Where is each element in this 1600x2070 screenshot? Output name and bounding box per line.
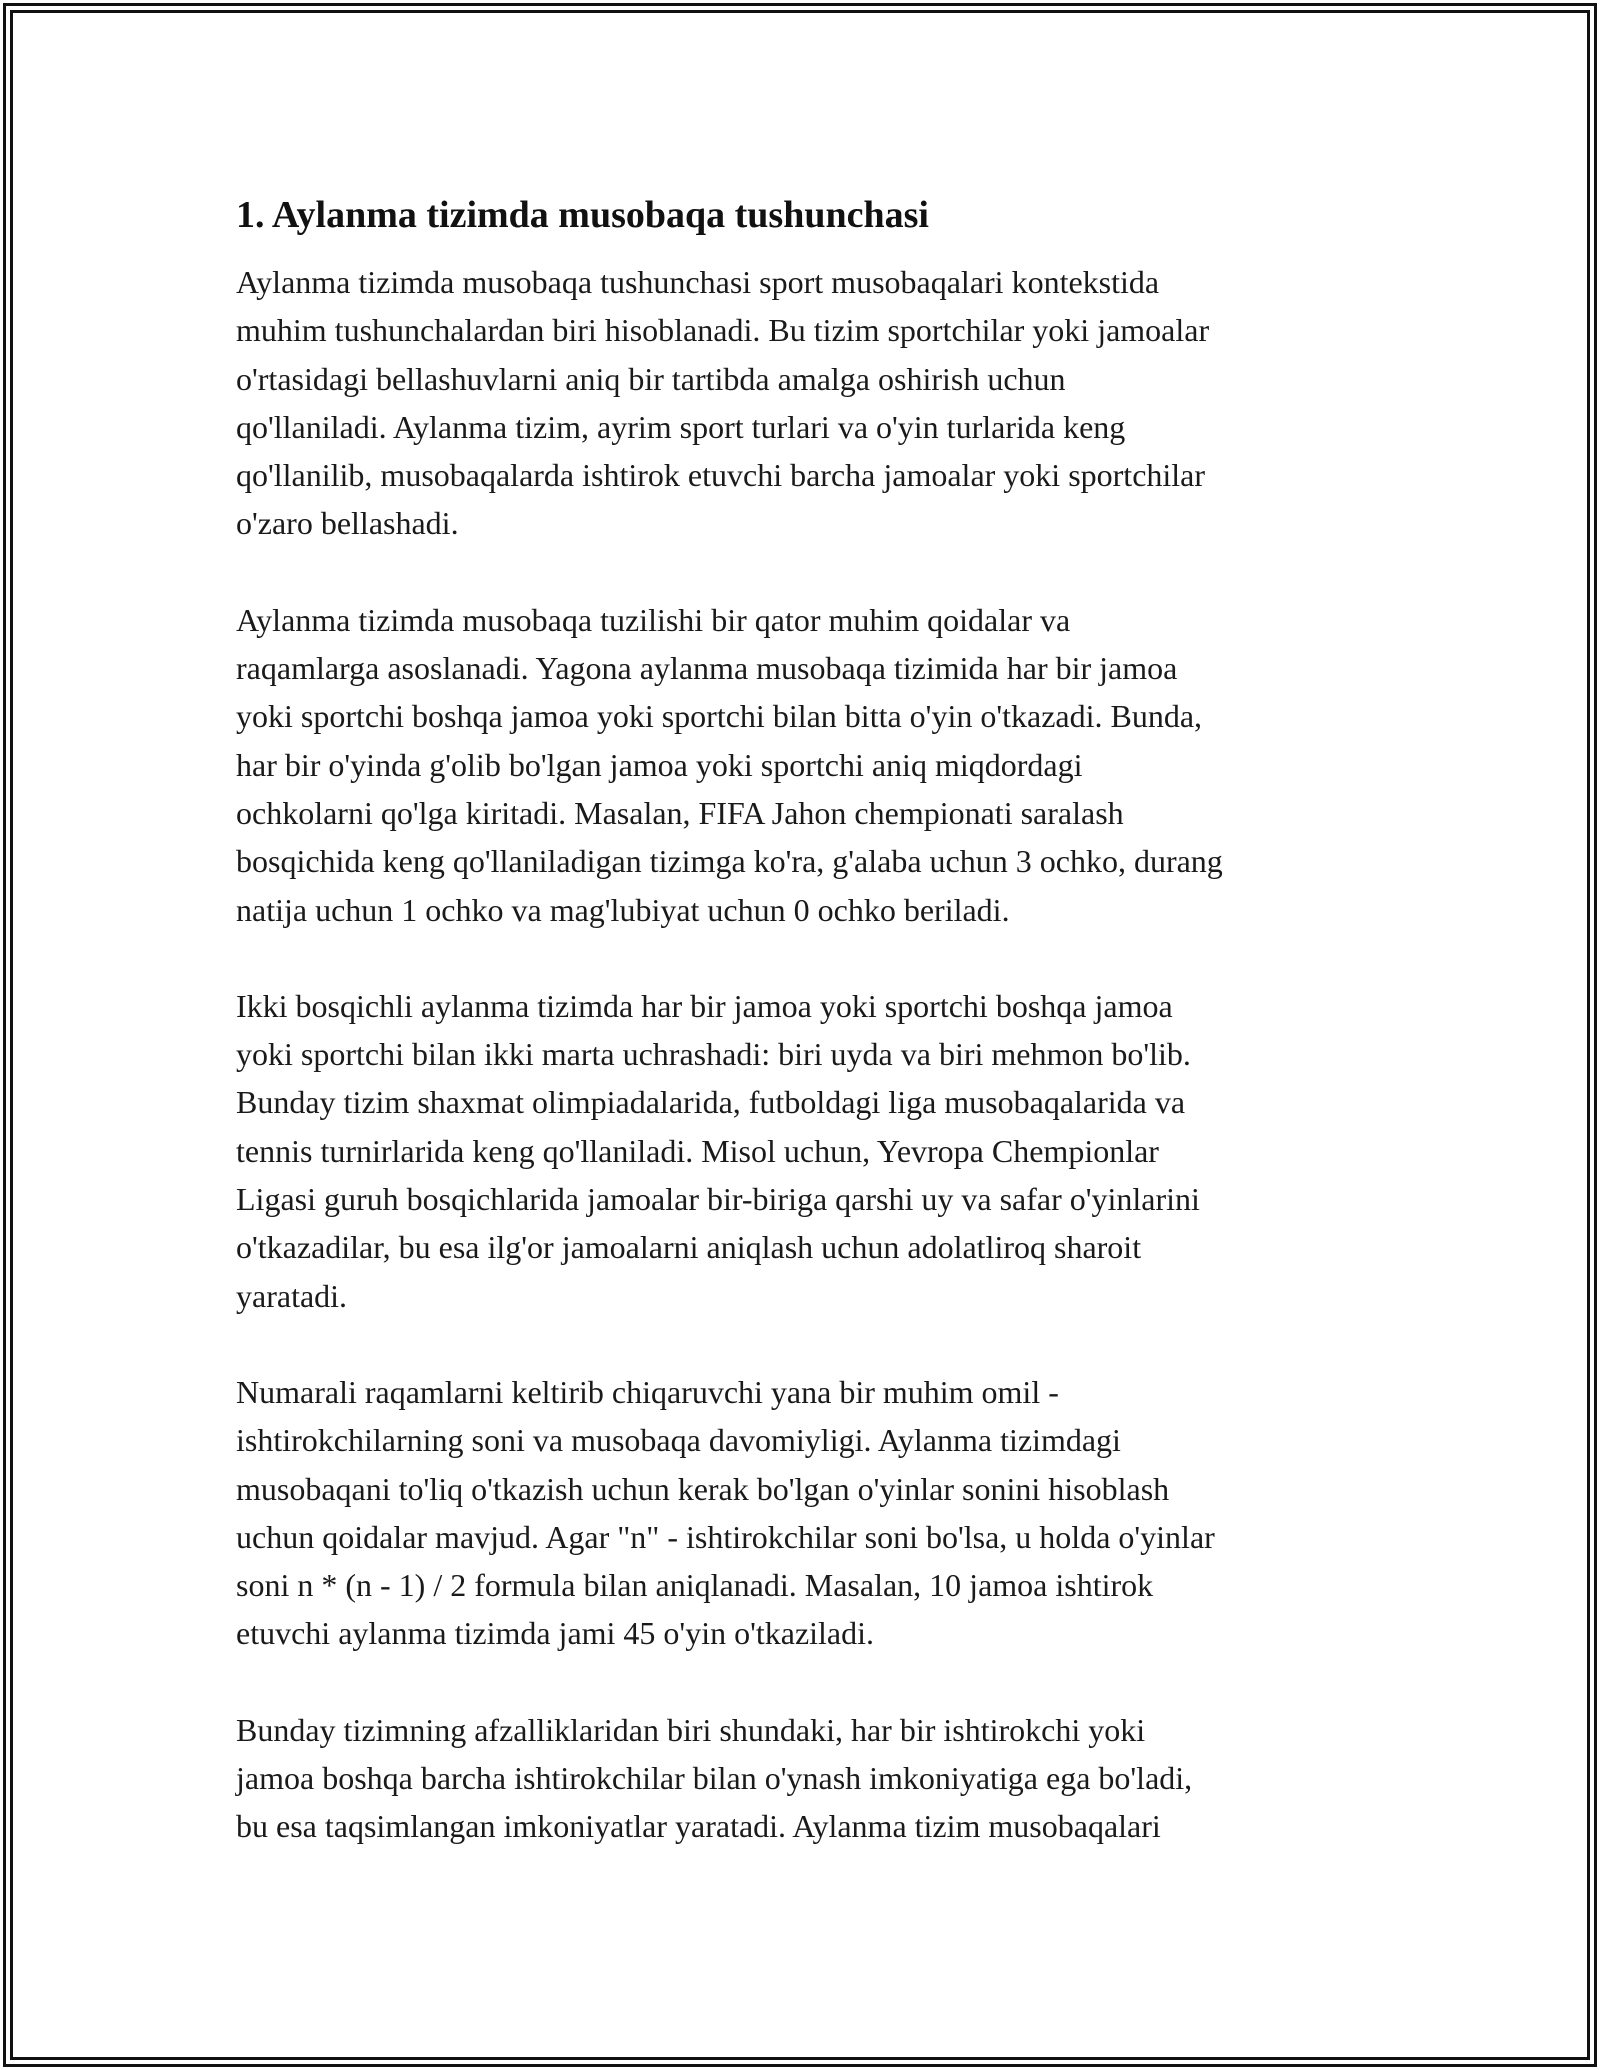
- paragraph-line: raqamlarga asoslanadi. Yagona aylanma musobaqa tizimida har bir jamoa: [236, 650, 1178, 687]
- paragraph-line: bosqichida keng qo'llaniladigan tizimga ko'ra, g'alaba uchun 3 ochko, durang: [236, 843, 1223, 880]
- paragraph-line: o'tkazadilar, bu esa ilg'or jamoalarni aniqlash uchun adolatliroq sharoit: [236, 1229, 1142, 1266]
- paragraph: [236, 982, 1376, 1320]
- paragraph-line: ochkolarni qo'lga kiritadi. Masalan, FIFA Jahon chempionati saralash: [236, 794, 1124, 831]
- paragraph-line: muhim tushunchalardan biri hisoblanadi. Bu tizim sportchilar yoki jamoalar: [236, 312, 1210, 349]
- paragraph-line: yaratadi.: [236, 1277, 348, 1314]
- paragraph-line: Numarali raqamlarni keltirib chiqaruvchi yana bir muhim omil -: [236, 1373, 1059, 1410]
- paragraph-line: Aylanma tizimda musobaqa tushunchasi sport musobaqalari kontekstida: [236, 264, 1160, 300]
- paragraph: [236, 596, 1376, 934]
- paragraph-line: jamoa boshqa barcha ishtirokchilar bilan o'ynash imkoniyatiga ega bo'ladi,: [236, 1760, 1193, 1797]
- document-body: [236, 186, 1376, 1899]
- paragraph-line: tennis turnirlarida keng qo'llaniladi. Misol uchun, Yevropa Chempionlar: [236, 1132, 1159, 1169]
- paragraph-line: qo'llaniladi. Aylanma tizim, ayrim sport turlari va o'yin turlarida keng: [236, 408, 1126, 445]
- section-heading: 1. Aylanma tizimda musobaqa tushunchasi: [236, 194, 929, 236]
- paragraph-line: natija uchun 1 ochko va mag'lubiyat uchun 0 ochko beriladi.: [236, 891, 1010, 928]
- paragraph-line: musobaqani to'liq o'tkazish uchun kerak bo'lgan o'yinlar sonini hisoblash: [236, 1470, 1170, 1507]
- paragraph-line: har bir o'yinda g'olib bo'lgan jamoa yoki sportchi aniq miqdordagi: [236, 746, 1083, 783]
- paragraph-line: Bunday tizimning afzalliklaridan biri shundaki, har bir ishtirokchi yoki: [236, 1711, 1146, 1748]
- paragraphs-container: [236, 258, 1376, 1851]
- paragraph-line: bu esa taqsimlangan imkoniyatlar yaratadi. Aylanma tizim musobaqalari: [236, 1808, 1161, 1845]
- paragraph-line: Aylanma tizimda musobaqa tuzilishi bir qator muhim qoidalar va: [236, 601, 1071, 638]
- paragraph-line: ishtirokchilarning soni va musobaqa davomiyligi. Aylanma tizimdagi: [236, 1422, 1121, 1459]
- paragraph: [236, 258, 1376, 548]
- paragraph-line: uchun qoidalar mavjud. Agar "n" - ishtirokchilar soni bo'lsa, u holda o'yinlar: [236, 1518, 1215, 1555]
- paragraph-line: etuvchi aylanma tizimda jami 45 o'yin o'tkaziladi.: [236, 1615, 875, 1652]
- paragraph-line: o'zaro bellashadi.: [236, 505, 459, 542]
- paragraph-line: qo'llanilib, musobaqalarda ishtirok etuvchi barcha jamoalar yoki sportchilar: [236, 457, 1206, 494]
- paragraph-line: yoki sportchi boshqa jamoa yoki sportchi bilan bitta o'yin o'tkazadi. Bunda,: [236, 698, 1203, 735]
- paragraph-line: soni n * (n - 1) / 2 formula bilan aniqlanadi. Masalan, 10 jamoa ishtirok: [236, 1567, 1154, 1604]
- paragraph: [236, 1368, 1376, 1658]
- paragraph-line: Ligasi guruh bosqichlarida jamoalar bir-biriga qarshi uy va safar o'yinlarini: [236, 1181, 1200, 1218]
- paragraph-line: Ikki bosqichli aylanma tizimda har bir jamoa yoki sportchi boshqa jamoa: [236, 987, 1173, 1024]
- paragraph: [236, 1706, 1376, 1851]
- paragraph-line: yoki sportchi bilan ikki marta uchrashadi: biri uyda va biri mehmon bo'lib.: [236, 1036, 1191, 1073]
- paragraph-line: Bunday tizim shaxmat olimpiadalarida, futboldagi liga musobaqalarida va: [236, 1084, 1186, 1121]
- paragraph-line: o'rtasidagi bellashuvlarni aniq bir tartibda amalga oshirish uchun: [236, 360, 1066, 397]
